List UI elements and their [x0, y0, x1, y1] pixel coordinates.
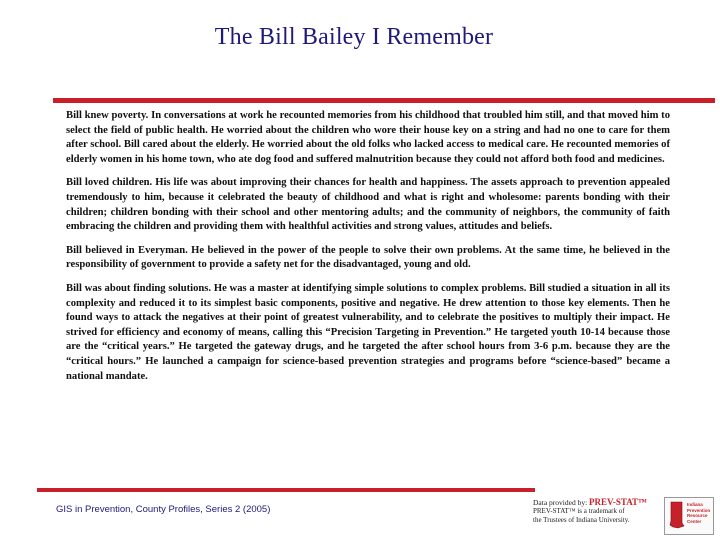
- trademark-line-1: PREV-STAT™ is a trademark of: [533, 507, 625, 515]
- paragraph-solutions: Bill was about finding solutions. He was a master at identifying simple solutions to complex problems. Bill studied a situation in all its complexity and reduced it to its simplest basic components, positive and negative. He drew attention to those key elements. Then he found ways to attack the negatives at their point of greatest vulnerability, and to celebrate the positives to multiply their impact. He strived for efficiency and economy of means, calling this “Precision Targeting in Prevention.” He targeted youth 10-14 because those are the “critical years.” He targeted the gateway drugs, and he targeted the after school hours from 3-6 p.m. because they are the “critical hours.” He launched a campaign for science-based prevention strategies and programs before “science-based” became a national mandate.: [66, 282, 670, 382]
- trademark-line-2: the Trustees of Indiana University.: [533, 516, 630, 524]
- paragraph-children: Bill loved children. His life was about improving their chances for health and happiness. The assets approach to prevention appealed tremendously to him, because it celebrated the beauty of childhood and what is right and wholesome: parents bonding with their children; children bonding with their school and other mentoring adults; and the community of neighbors, the community of faith embracing the children and providing them with healthful activities and strong values, attitudes and beliefs.: [66, 177, 670, 233]
- logo-text: Indiana Prevention Resource Center: [687, 502, 711, 524]
- credit-line: [533, 498, 673, 507]
- indiana-state-icon: [669, 501, 685, 529]
- bottom-divider: [37, 488, 535, 492]
- top-divider: [53, 98, 715, 103]
- prev-stat-brand: PREV-STAT™: [589, 497, 648, 507]
- paragraph-poverty: Bill knew poverty. In conversations at work he recounted memories from his childhood that troubled him still, and that moved him to select the field of public health. He worried about the children who wore their house key on a string and had no one to care for them after school. Bill cared about the elderly. He worried about the old folks who lacked access to medical care. He recounted memories of elderly women in his home town, who ate dog food and suffered malnutrition because they could not afford both food and medicines.: [66, 110, 670, 165]
- paragraph-everyman: Bill believed in Everyman. He believed in the power of the people to solve their own problems. At the same time, he believed in the responsibility of government to provide a safety net for the disadvantaged, young and old.: [66, 244, 670, 271]
- footer-credit: [533, 498, 673, 525]
- provided-by-label: Data provided by:: [533, 498, 588, 507]
- iprc-logo: [664, 497, 714, 535]
- page-title: The Bill Bailey I Remember: [214, 24, 494, 50]
- footer-series: GIS in Prevention, County Profiles, Series 2 (2005): [56, 504, 271, 515]
- body-text: [66, 109, 670, 393]
